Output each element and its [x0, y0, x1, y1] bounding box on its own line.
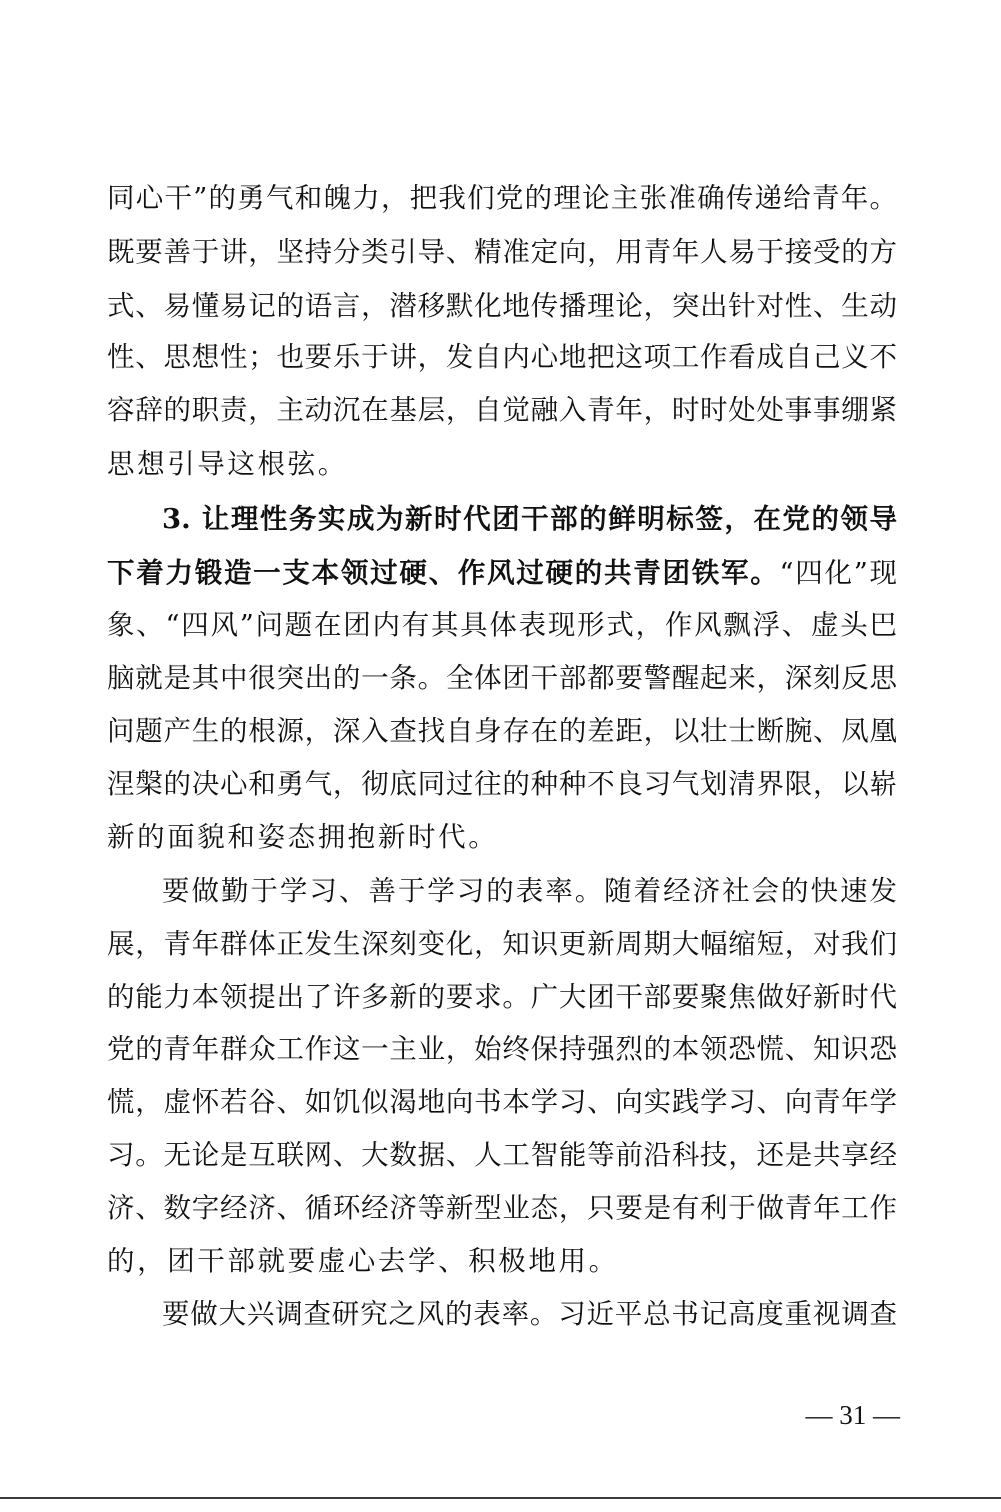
bottom-rule — [0, 1497, 1001, 1499]
paragraph-first-line: 要做勤于学习、善于学习的表率。随着经济社会的快速发 — [162, 875, 897, 907]
text-line: 思想引导这根弦。 — [107, 448, 348, 480]
section-heading-line: 3. 让理性务实成为新时代团干部的鲜明标签，在党的领导 — [162, 503, 897, 535]
text-line: 容辞的职责，主动沉在基层，自觉融入青年，时时处处事事绷紧 — [107, 394, 897, 426]
text-line: 脑就是其中很突出的一条。全体团干部都要警醒起来，深刻反思 — [107, 662, 897, 694]
text-line: 展，青年群体正发生深刻变化，知识更新周期大幅缩短，对我们 — [107, 928, 897, 960]
text-line: 慌，虚怀若谷、如饥似渴地向书本学习、向实践学习、向青年学 — [107, 1086, 897, 1118]
section-heading-text: 下着力锻造一支本领过硬、作风过硬的共青团铁军。 — [107, 557, 780, 589]
text-line: 济、数字经济、循环经济等新型业态，只要是有利于做青年工作 — [107, 1192, 897, 1224]
text-line: 同心干”的勇气和魄力，把我们党的理论主张准确传递给青年。 — [107, 182, 897, 214]
text-line: 的能力本领提出了许多新的要求。广大团干部要聚焦做好新时代 — [107, 981, 897, 1013]
text-line: 新的面貌和姿态拥抱新时代。 — [107, 821, 499, 853]
text-span: “四化”现 — [779, 557, 897, 589]
text-line: 的，团干部就要虚心去学、积极地用。 — [107, 1245, 619, 1277]
text-line: 式、易懂易记的语言，潜移默化地传播理论，突出针对性、生动 — [107, 290, 897, 322]
section-heading-line-mixed — [107, 546, 897, 600]
text-line: 习。无论是互联网、大数据、人工智能等前沿科技，还是共享经 — [107, 1139, 897, 1171]
text-line: 涅槃的决心和勇气，彻底同过往的种种不良习气划清界限，以崭 — [107, 768, 897, 800]
paragraph-first-line: 要做大兴调查研究之风的表率。习近平总书记高度重视调查 — [162, 1298, 897, 1330]
text-line: 党的青年群众工作这一主业，始终保持强烈的本领恐慌、知识恐 — [107, 1033, 897, 1065]
text-line: 既要善于讲，坚持分类引导、精准定向，用青年人易于接受的方 — [107, 236, 897, 268]
page-number: — 31 — — [805, 1400, 900, 1430]
text-line: 性、思想性；也要乐于讲，发自内心地把这项工作看成自己义不 — [107, 341, 897, 373]
text-line: 问题产生的根源，深入查找自身存在的差距，以壮士断腕、凤凰 — [107, 715, 897, 747]
text-line: 象、“四风”问题在团内有其具体表现形式，作风飘浮、虚头巴 — [107, 609, 897, 641]
